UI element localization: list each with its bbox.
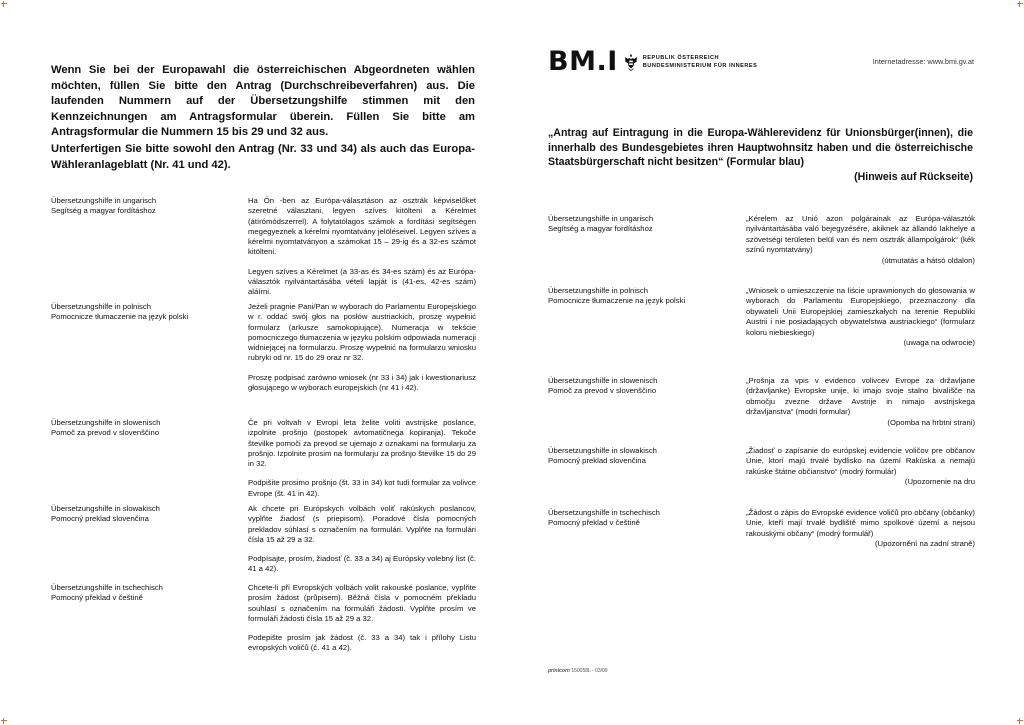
instruction-paragraph: Chcete-li při Evropských volbách volit rakouské poslance, vyplňte prosím žádost (průpisem). Běžná čísla v pomocném překladu souhlasí s označením na formuláři žádosti. Vyplňte prosím ve formuláři žádosti čísla 15 až 29 a 32. xyxy=(248,583,476,623)
left-section-label-czech xyxy=(51,583,163,604)
form-name-translation: „Žádost o zápis do Evropské evidence voličů pro občany (občanky) Unie, kteří mají trvalé bydliště mimo spolkové území a nejsou rakouskými občany“ (modrý formulář) xyxy=(746,508,975,538)
left-section-label-slovenian xyxy=(51,418,160,439)
label-native: Segítség a magyar fordításhoz xyxy=(548,224,653,234)
signature-paragraph: Podpísajte, prosím, žiadosť (č. 33 a 34) aj Európsky volebný list (č. 41 a 42). xyxy=(248,554,476,574)
label-german: Übersetzungshilfe in slowenisch xyxy=(548,376,658,385)
form-title xyxy=(548,126,973,184)
instruction-paragraph: Ak chcete pri Európskych volbách voliť rakúskych poslancov, vyplňte žiadosť (s priepisom). Poradové čísla pomocných prekladov súhlasí s označením na formulári. Vyplňte na formulári čísla 15 až 29 a 32. xyxy=(248,504,476,544)
back-side-note: (uwaga na odwrocie) xyxy=(903,338,975,348)
back-side-note: (Upozornění na zadní straně) xyxy=(875,539,975,549)
label-native: Segítség a magyar fordításhoz xyxy=(51,206,156,216)
logo-subtitle xyxy=(643,54,758,70)
signature-paragraph: Proszę podpisać zarówno wniosek (nr 33 i 34) jak i kwestionariusz głosującego w wyborach europejskich (nr 41 i 42). xyxy=(248,372,476,393)
left-section-text-czech xyxy=(248,583,476,663)
label-native: Pomoč za prevod v slovenščino xyxy=(548,386,657,396)
form-name-translation: „Prošnja za vpis v evidenco volivcev Evrope za državljane (državljanke) Evropske unije, ki imajo svoje stalno bivališče na območju zvezne države Avstrije in nimajo avstrijskega državljanstva“ (modri formular) xyxy=(746,376,975,417)
label-native: Pomocnicze tłumaczenie na język polski xyxy=(548,296,686,306)
form-title-text: „Antrag auf Eintragung in die Europa-Wählerevidenz für Unionsbürger(innen), die innerhalb des Bundesgebietes ihren Hauptwohnsitz haben und die österreichische Staatsbürgerschaft nicht besitzen“ (Formular blau) xyxy=(548,127,973,169)
label-german: Übersetzungshilfe in slowenisch xyxy=(51,418,161,427)
instruction-paragraph: Če pri voltvah v Evropi leta želite voliti avstrijske poslance, izpolnite prošnjo (postopek avtomatičnega kopiranja). Tekoče številke pomoči za prevod se ujemajo z oznakami na formularju za prošnjo. Izpolnite prosim na formularju za prošnjo številke 15 do 29 in 32. xyxy=(248,418,476,469)
signature-paragraph: Legyen szíves a Kérelmet (a 33-as és 34-es szám) és az Európa-választók nyilvántartásába vételi lapját is (41-es, 42-es szám) aláírni. xyxy=(248,266,476,297)
label-german: Übersetzungshilfe in polnisch xyxy=(51,302,151,311)
label-native: Pomoč za prevod v slovenščino xyxy=(51,428,160,438)
right-section-label-slovak xyxy=(548,446,657,467)
instruction-paragraph: Ha Ön -ben az Európa-választáson az osztrák képviselőket szeretné választani, legyen szíves kitölteni a Kérelmet (átírómódszerrel). A folytatólagos számok a fordítási segítségen megegyeznek a kérelmi nyomtatvány jelöléseivel. Legyen szíves a kérelmi nyomtatványon a számokat 15 – 29-ig és a 32-es számot kitölteni. xyxy=(248,196,476,257)
print-footer xyxy=(548,668,608,674)
back-side-note: (Opomba na hrbtni strani) xyxy=(887,417,975,427)
left-section-label-hungarian xyxy=(51,196,156,217)
logo-wordmark: BM.I xyxy=(548,46,618,77)
right-section-label-hungarian xyxy=(548,214,653,235)
label-native: Pomocný preklad slovenčina xyxy=(51,514,149,524)
label-german: Übersetzungshilfe in ungarisch xyxy=(51,196,157,205)
logo-line-republic: REPUBLIK ÖSTERREICH xyxy=(642,55,720,61)
crop-mark-bottom-left xyxy=(1,718,7,724)
left-section-text-slovak xyxy=(248,504,476,584)
right-section-label-slovenian xyxy=(548,376,657,397)
left-section-text-polish xyxy=(248,302,476,402)
form-name-translation: „Kérelem az Unió azon polgárainak az Európa-választók nyilvántartásába való bejegyzésére, akiknek az állandó lakhelye a szövetségi területen belül van és nem osztrák állampolgárok“ (kék színű nyomtatvány) xyxy=(746,214,975,255)
logo-line-ministry: BUNDESMINISTERIUM FÜR INNERES xyxy=(642,63,758,69)
instruction-paragraph: Jeżeli pragnie Pani/Pan w wyborach do Parlamentu Europejskiego w r. oddać swój głos na posłów austriackich, proszę wypełnić formularz (arkusze samokopiujące). Numeracja w tekście pomocniczego tłumaczenia w języku polskim odpowiada numeracji widniejącej na formularzu. Proszę wypełnić na formularzu wniosku rubryki od nr. 15 do 29 oraz nr 32. xyxy=(248,302,476,363)
left-section-label-polish xyxy=(51,302,188,323)
intro-paragraph-2: Unterfertigen Sie bitte sowohl den Antrag (Nr. 33 und 34) als auch das Europa-Wähleranlageblatt (Nr. 41 und 42). xyxy=(51,143,475,171)
left-section-label-slovak xyxy=(51,504,160,525)
form-name-translation: „Wniosek o umieszczenie na liście uprawnionych do głosowania w wyborach do Parlamentu Europejskiego, przeznaczony dla obywateli Unii Europejskiej zamieszkałych na terenie Republiki Austrii i nie posiadających obywatelstwa austriackiego“ (formularz koloru niebieskiego) xyxy=(746,286,975,337)
label-german: Übersetzungshilfe in slowakisch xyxy=(51,504,160,513)
eagle-icon xyxy=(624,53,638,71)
left-section-text-slovenian xyxy=(248,418,476,508)
back-side-note: (útmutatás a hátsó oldalon) xyxy=(881,255,975,265)
label-german: Übersetzungshilfe in tschechisch xyxy=(51,583,163,592)
intro-paragraph-1: Wenn Sie bei der Europawahl die österreichischen Abgeordneten wählen möchten, füllen Sie bitte den Antrag (Durchschreibeverfahren) aus. Die laufenden Nummern auf der Übersetzungshilfe stimmen mit den Kennzeichnungen am Antragsformular überein. Füllen Sie bitte am Antragsformular die Nummern 15 bis 29 und 32 aus. xyxy=(51,64,475,139)
right-section-text-polish xyxy=(746,286,975,348)
right-section-text-slovenian xyxy=(746,376,975,428)
form-name-translation: „Žiadosť o zapísanie do európskej evidencie voličov pre občanov Únie, ktorí majú trvalé bydlisko na území Rakúska a nemajú rakúske štátne občianstvo“ (modrý formulár) xyxy=(746,446,975,476)
form-title-note: (Hinweis auf Rückseite) xyxy=(854,170,973,183)
label-native: Pomocnicze tłumaczenie na język polski xyxy=(51,312,189,322)
crop-mark-bottom-right xyxy=(1017,718,1023,724)
print-code: 150058L - 03/09 xyxy=(571,668,608,674)
crop-mark-top-right xyxy=(1017,1,1023,7)
label-native: Pomocný preklad slovenčina xyxy=(548,456,646,466)
printer-brand: printcorn xyxy=(548,668,570,674)
label-german: Übersetzungshilfe in slowakisch xyxy=(548,446,657,455)
left-section-text-hungarian xyxy=(248,196,476,307)
label-native: Pomocný překlad v češtině xyxy=(548,518,640,528)
label-german: Übersetzungshilfe in ungarisch xyxy=(548,214,654,223)
back-side-note: (Upozornenie na dru xyxy=(904,477,975,487)
web-address: Internetadresse: www.bmi.gv.at xyxy=(872,57,974,66)
right-section-text-hungarian xyxy=(746,214,975,266)
right-section-label-czech xyxy=(548,508,660,529)
label-native: Pomocný překlad v češtině xyxy=(51,593,143,603)
right-section-label-polish xyxy=(548,286,685,307)
label-german: Übersetzungshilfe in tschechisch xyxy=(548,508,660,517)
crop-mark-top-left xyxy=(1,1,7,7)
signature-paragraph: Podepište prosím jak žádost (č. 33 a 34) tak i přílohy Listu evropských voličů (č. 41 a 42). xyxy=(248,633,476,653)
right-section-text-czech xyxy=(746,508,975,550)
right-section-text-slovak xyxy=(746,446,975,488)
signature-paragraph: Podpišite prosimo prošnjo (št. 33 in 34) kot tudi formular za volivce Evrope (št. 41 in 42). xyxy=(248,478,476,498)
label-german: Übersetzungshilfe in polnisch xyxy=(548,286,648,295)
bmi-logo xyxy=(548,48,757,76)
